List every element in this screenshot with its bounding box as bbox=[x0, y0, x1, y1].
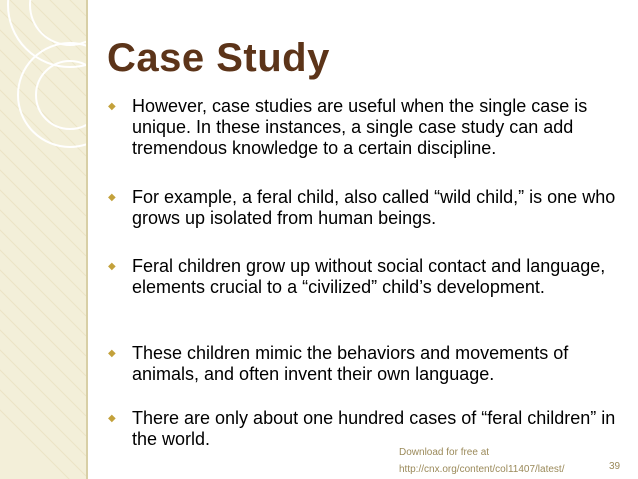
bullet-text: Feral children grow up without social contact and language, elements crucial to a “civilized” child’s development. bbox=[132, 256, 606, 297]
concentric-circles-decoration-icon bbox=[0, 0, 86, 479]
diamond-bullet-icon: ◆ bbox=[108, 348, 116, 359]
diamond-bullet-icon: ◆ bbox=[108, 192, 116, 203]
footer-credit-link[interactable]: http://cnx.org/content/col11407/latest/ bbox=[399, 464, 565, 475]
page-number: 39 bbox=[609, 461, 621, 472]
bullet-text: However, case studies are useful when the single case is unique. In these instances, a single case study can add tremendous knowledge to a certain discipline. bbox=[132, 96, 588, 158]
side-decoration-band bbox=[0, 0, 86, 479]
side-divider bbox=[86, 0, 88, 479]
footer-credit-line1: Download for free at bbox=[399, 447, 490, 458]
slide-title: Case Study bbox=[107, 36, 330, 80]
bullet-text: These children mimic the behaviors and movements of animals, and often invent their own language. bbox=[132, 343, 569, 384]
diamond-bullet-icon: ◆ bbox=[108, 101, 116, 112]
footer-credit bbox=[399, 444, 589, 478]
bullet-text: There are only about one hundred cases of “feral children” in the world. bbox=[132, 408, 616, 449]
diamond-bullet-icon: ◆ bbox=[108, 261, 116, 272]
diamond-bullet-icon: ◆ bbox=[108, 413, 116, 424]
bullet-text: For example, a feral child, also called “wild child,” is one who grows up isolated from human beings. bbox=[132, 187, 616, 228]
